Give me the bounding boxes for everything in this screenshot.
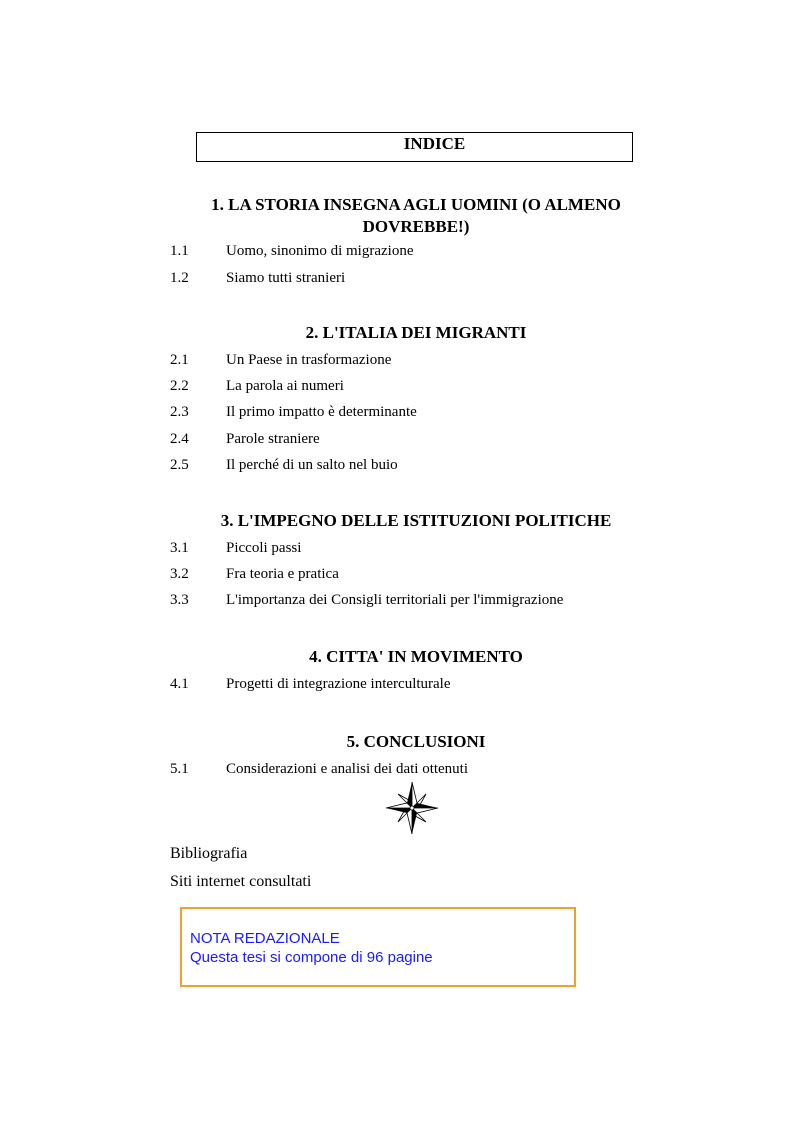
toc-entry-number: 2.1 [170,352,189,368]
toc-entry-4-1[interactable] [170,675,451,693]
toc-entry-number: 4.1 [170,676,189,692]
toc-entry-number: 2.3 [170,404,189,420]
toc-entry-1-1[interactable] [170,242,413,260]
toc-entry-2-2[interactable] [170,377,344,395]
toc-entry-number: 3.1 [170,540,189,556]
toc-entry-3-1[interactable] [170,539,301,557]
toc-entry-number: 1.2 [170,270,189,286]
toc-entry-2-3[interactable] [170,403,417,421]
toc-entry-label: Il primo impatto è determinante [226,404,417,420]
toc-entry-label: Un Paese in trasformazione [226,352,392,368]
chapter-5-heading: 5. CONCLUSIONI [346,732,486,751]
toc-entry-3-2[interactable] [170,565,339,583]
toc-entry-label: Considerazioni e analisi dei dati ottenuti [226,761,469,777]
toc-entry-label: L'importanza dei Consigli territoriali per l'immigrazione [226,592,564,608]
chapter-1-heading-line2: DOVREBBE!) [362,217,470,236]
toc-entry-number: 1.1 [170,243,189,259]
toc-entry-label: Parole straniere [226,431,320,447]
toc-entry-label: Piccoli passi [226,540,302,556]
editorial-note-box [180,907,576,987]
chapter-4-heading: 4. CITTA' IN MOVIMENTO [309,647,523,666]
toc-entry-number: 2.2 [170,378,189,394]
toc-entry-3-3[interactable] [170,591,563,609]
toc-entry-1-2[interactable] [170,269,345,287]
editorial-note-text: Questa tesi si compone di 96 pagine [190,949,433,966]
toc-entry-label: Fra teoria e pratica [226,566,339,582]
compass-rose-icon [384,780,440,836]
bibliography-link[interactable]: Bibliografia [170,845,248,862]
toc-entry-2-4[interactable] [170,430,320,448]
toc-entry-5-1[interactable] [170,760,468,778]
editorial-note-title: NOTA REDAZIONALE [190,930,340,947]
toc-entry-number: 5.1 [170,761,189,777]
toc-entry-label: La parola ai numeri [226,378,344,394]
websites-link[interactable]: Siti internet consultati [170,873,312,890]
chapter-1-heading [200,194,632,238]
index-title: INDICE [196,132,633,162]
chapter-1-heading-line1: 1. LA STORIA INSEGNA AGLI UOMINI (O ALMENO [211,195,621,214]
toc-entry-label: Il perché di un salto nel buio [226,457,398,473]
toc-entry-label: Progetti di integrazione interculturale [226,676,451,692]
chapter-3-heading: 3. L'IMPEGNO DELLE ISTITUZIONI POLITICHE [220,511,612,530]
toc-entry-number: 2.4 [170,431,189,447]
toc-entry-2-5[interactable] [170,456,398,474]
toc-entry-2-1[interactable] [170,351,391,369]
toc-entry-number: 3.3 [170,592,189,608]
toc-entry-number: 3.2 [170,566,189,582]
toc-entry-label: Siamo tutti stranieri [226,270,346,286]
toc-entry-label: Uomo, sinonimo di migrazione [226,243,414,259]
toc-entry-number: 2.5 [170,457,189,473]
chapter-2-heading: 2. L'ITALIA DEI MIGRANTI [305,323,527,342]
